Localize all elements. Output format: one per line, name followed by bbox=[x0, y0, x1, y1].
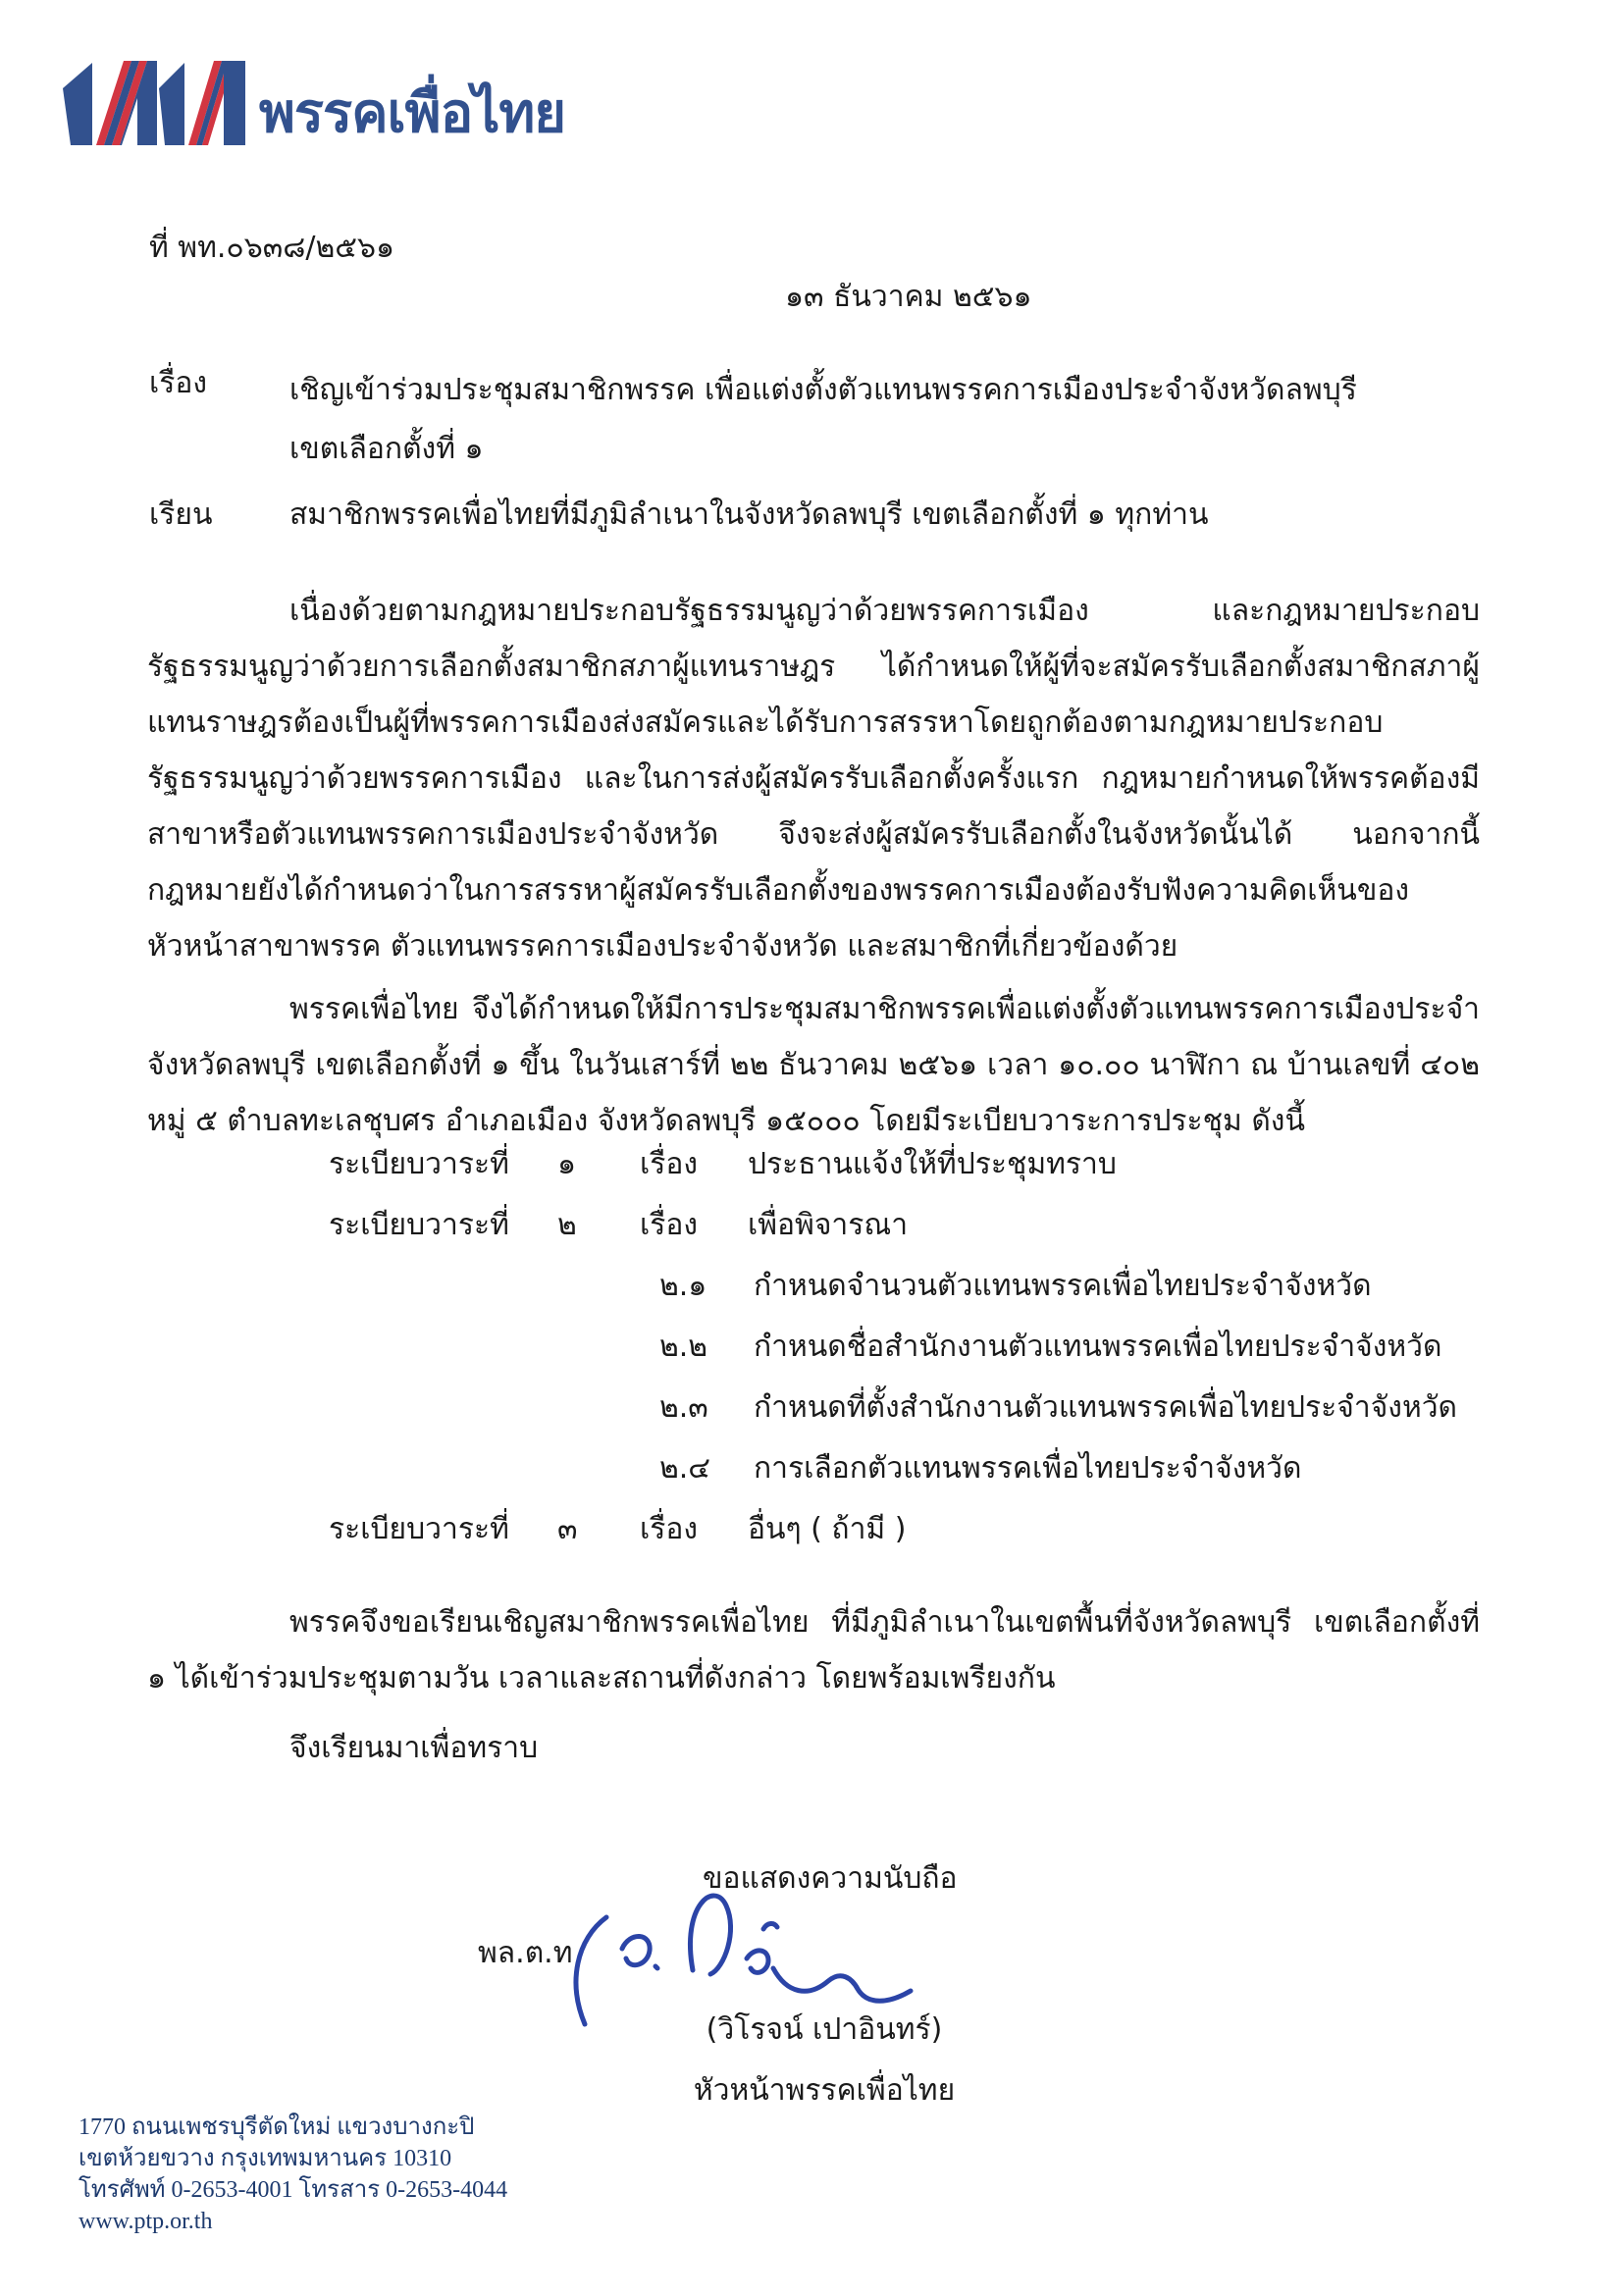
ref-number: ที่ พท.๐๖๓๘/๒๕๖๑ bbox=[149, 231, 395, 265]
agenda-text: เพื่อพิจารณา bbox=[748, 1208, 909, 1242]
agenda-row-3 bbox=[0, 1511, 1623, 1570]
party-name: พรรคเพื่อไทย bbox=[259, 81, 566, 145]
agenda-text: ประธานแจ้งให้ที่ประชุมทราบ bbox=[748, 1147, 1117, 1181]
signer-rank: พล.ต.ท bbox=[478, 1936, 573, 1970]
agenda-row-2 bbox=[0, 1207, 1623, 1266]
agenda-sub-text: กำหนดจำนวนตัวแทนพรรคเพื่อไทยประจำจังหวัด bbox=[754, 1269, 1372, 1303]
agenda-number: ๒ bbox=[557, 1208, 577, 1242]
agenda-sub-number: ๒.๒ bbox=[659, 1330, 708, 1364]
recipient-text: สมาชิกพรรคเพื่อไทยที่มีภูมิลำเนาในจังหวัดลพบุรี เขตเลือกตั้งที่ ๑ ทุกท่าน bbox=[289, 497, 1209, 532]
agenda-sub-text: การเลือกตัวแทนพรรคเพื่อไทยประจำจังหวัด bbox=[754, 1451, 1302, 1486]
agenda-sub-number: ๒.๑ bbox=[659, 1269, 707, 1303]
signature-image bbox=[546, 1872, 977, 2029]
salutation: ขอแสดงความนับถือ bbox=[703, 1861, 958, 1896]
agenda-number: ๓ bbox=[557, 1512, 578, 1546]
subject-label: เรื่อง bbox=[149, 366, 208, 400]
signer-name: (วิโรจน์ เปาอินทร์) bbox=[706, 2012, 943, 2047]
footer-website: www.ptp.or.th bbox=[79, 2209, 213, 2234]
subject-text bbox=[289, 361, 1482, 479]
body-paragraph-2: พรรคเพื่อไทย จึงได้กำหนดให้มีการประชุมสมาชิกพรรคเพื่อแต่งตั้งตัวแทนพรรคการเมืองประจำจังหวัดลพบุรี เขตเลือกตั้งที่ ๑ ขึ้น ในวันเสาร์ที่ ๒๒ ธันวาคม ๒๕๖๑ เวลา ๑๐.๐๐ นาฬิกา ณ บ้านเลขที่ ๔๐๒ หมู่ ๕ ตำบลทะเลชุบศร อำเภอเมือง จังหวัดลพบุรี ๑๕๐๐๐ โดยมีระเบียบวาระการประชุม ดังนี้ bbox=[147, 992, 1480, 1138]
footer-phone-line: โทรศัพท์ 0-2653-4001 โทรสาร 0-2653-4044 bbox=[79, 2177, 508, 2203]
agenda-item-label: เรื่อง bbox=[640, 1147, 699, 1181]
agenda-label: ระเบียบวาระที่ bbox=[329, 1512, 509, 1546]
subject-line-2: เขตเลือกตั้งที่ ๑ bbox=[289, 432, 484, 466]
agenda-sub-item-1 bbox=[0, 1268, 1623, 1327]
agenda-sub-text: กำหนดชื่อสำนักงานตัวแทนพรรคเพื่อไทยประจำจังหวัด bbox=[754, 1330, 1442, 1364]
agenda-text: อื่นๆ ( ถ้ามี ) bbox=[748, 1512, 907, 1546]
agenda-sub-text: กำหนดที่ตั้งสำนักงานตัวแทนพรรคเพื่อไทยประจำจังหวัด bbox=[754, 1390, 1458, 1425]
recipient-label: เรียน bbox=[149, 497, 213, 532]
body-paragraph-1: เนื่องด้วยตามกฎหมายประกอบรัฐธรรมนูญว่าด้วยพรรคการเมือง และกฎหมายประกอบรัฐธรรมนูญว่าด้วยการเลือกตั้งสมาชิกสภาผู้แทนราษฎร ได้กำหนดให้ผู้ที่จะสมัครรับเลือกตั้งสมาชิกสภาผู้แทนราษฎรต้องเป็นผู้ที่พรรคการเมืองส่งสมัครและได้รับการสรรหาโดยถูกต้องตามกฎหมายประกอบรัฐธรรมนูญว่าด้วยพรรคการเมือง และในการส่งผู้สมัครรับเลือกตั้งครั้งแรก กฎหมายกำหนดให้พรรคต้องมีสาขาหรือตัวแทนพรรคการเมืองประจำจังหวัด จึงจะส่งผู้สมัครรับเลือกตั้งในจังหวัดนั้นได้ นอกจากนี้กฎหมายยังได้กำหนดว่าในการสรรหาผู้สมัครรับเลือกตั้งของพรรคการเมืองต้องรับฟังความคิดเห็นของหัวหน้าสาขาพรรค ตัวแทนพรรคการเมืองประจำจังหวัด และสมาชิกที่เกี่ยวข้องด้วย bbox=[147, 594, 1480, 964]
agenda-row-1 bbox=[0, 1146, 1623, 1205]
agenda-item-label: เรื่อง bbox=[640, 1208, 699, 1242]
agenda-item-label: เรื่อง bbox=[640, 1512, 699, 1546]
agenda-label: ระเบียบวาระที่ bbox=[329, 1147, 509, 1181]
closing-paragraph: พรรคจึงขอเรียนเชิญสมาชิกพรรคเพื่อไทย ที่มีภูมิลำเนาในเขตพื้นที่จังหวัดลพบุรี เขตเลือกตั้งที่ ๑ ได้เข้าร่วมประชุมตามวัน เวลาและสถานที่ดังกล่าว โดยพร้อมเพรียงกัน bbox=[147, 1605, 1480, 1696]
agenda-sub-item-4 bbox=[0, 1450, 1623, 1509]
signer-title: หัวหน้าพรรคเพื่อไทย bbox=[693, 2073, 956, 2108]
agenda-sub-item-3 bbox=[0, 1389, 1623, 1448]
letterhead bbox=[59, 51, 565, 145]
closing-notify-line: จึงเรียนมาเพื่อทราบ bbox=[289, 1731, 539, 1765]
agenda-sub-item-2 bbox=[0, 1329, 1623, 1387]
subject-line-1: เชิญเข้าร่วมประชุมสมาชิกพรรค เพื่อแต่งตั้งตัวแทนพรรคการเมืองประจำจังหวัดลพบุรี bbox=[289, 373, 1357, 407]
agenda-label: ระเบียบวาระที่ bbox=[329, 1208, 509, 1242]
letter-date: ๑๓ ธันวาคม ๒๕๖๑ bbox=[785, 280, 1032, 314]
footer-address-line-2: เขตห้วยขวาง กรุงเทพมหานคร 10310 bbox=[79, 2146, 452, 2171]
footer-address bbox=[79, 2112, 765, 2237]
agenda-number: ๑ bbox=[557, 1147, 577, 1181]
party-logo-icon bbox=[59, 51, 245, 145]
agenda-sub-number: ๒.๔ bbox=[659, 1451, 711, 1486]
footer-address-line-1: 1770 ถนนเพชรบุรีตัดใหม่ แขวงบางกะปิ bbox=[79, 2114, 475, 2140]
agenda-sub-number: ๒.๓ bbox=[659, 1390, 708, 1425]
